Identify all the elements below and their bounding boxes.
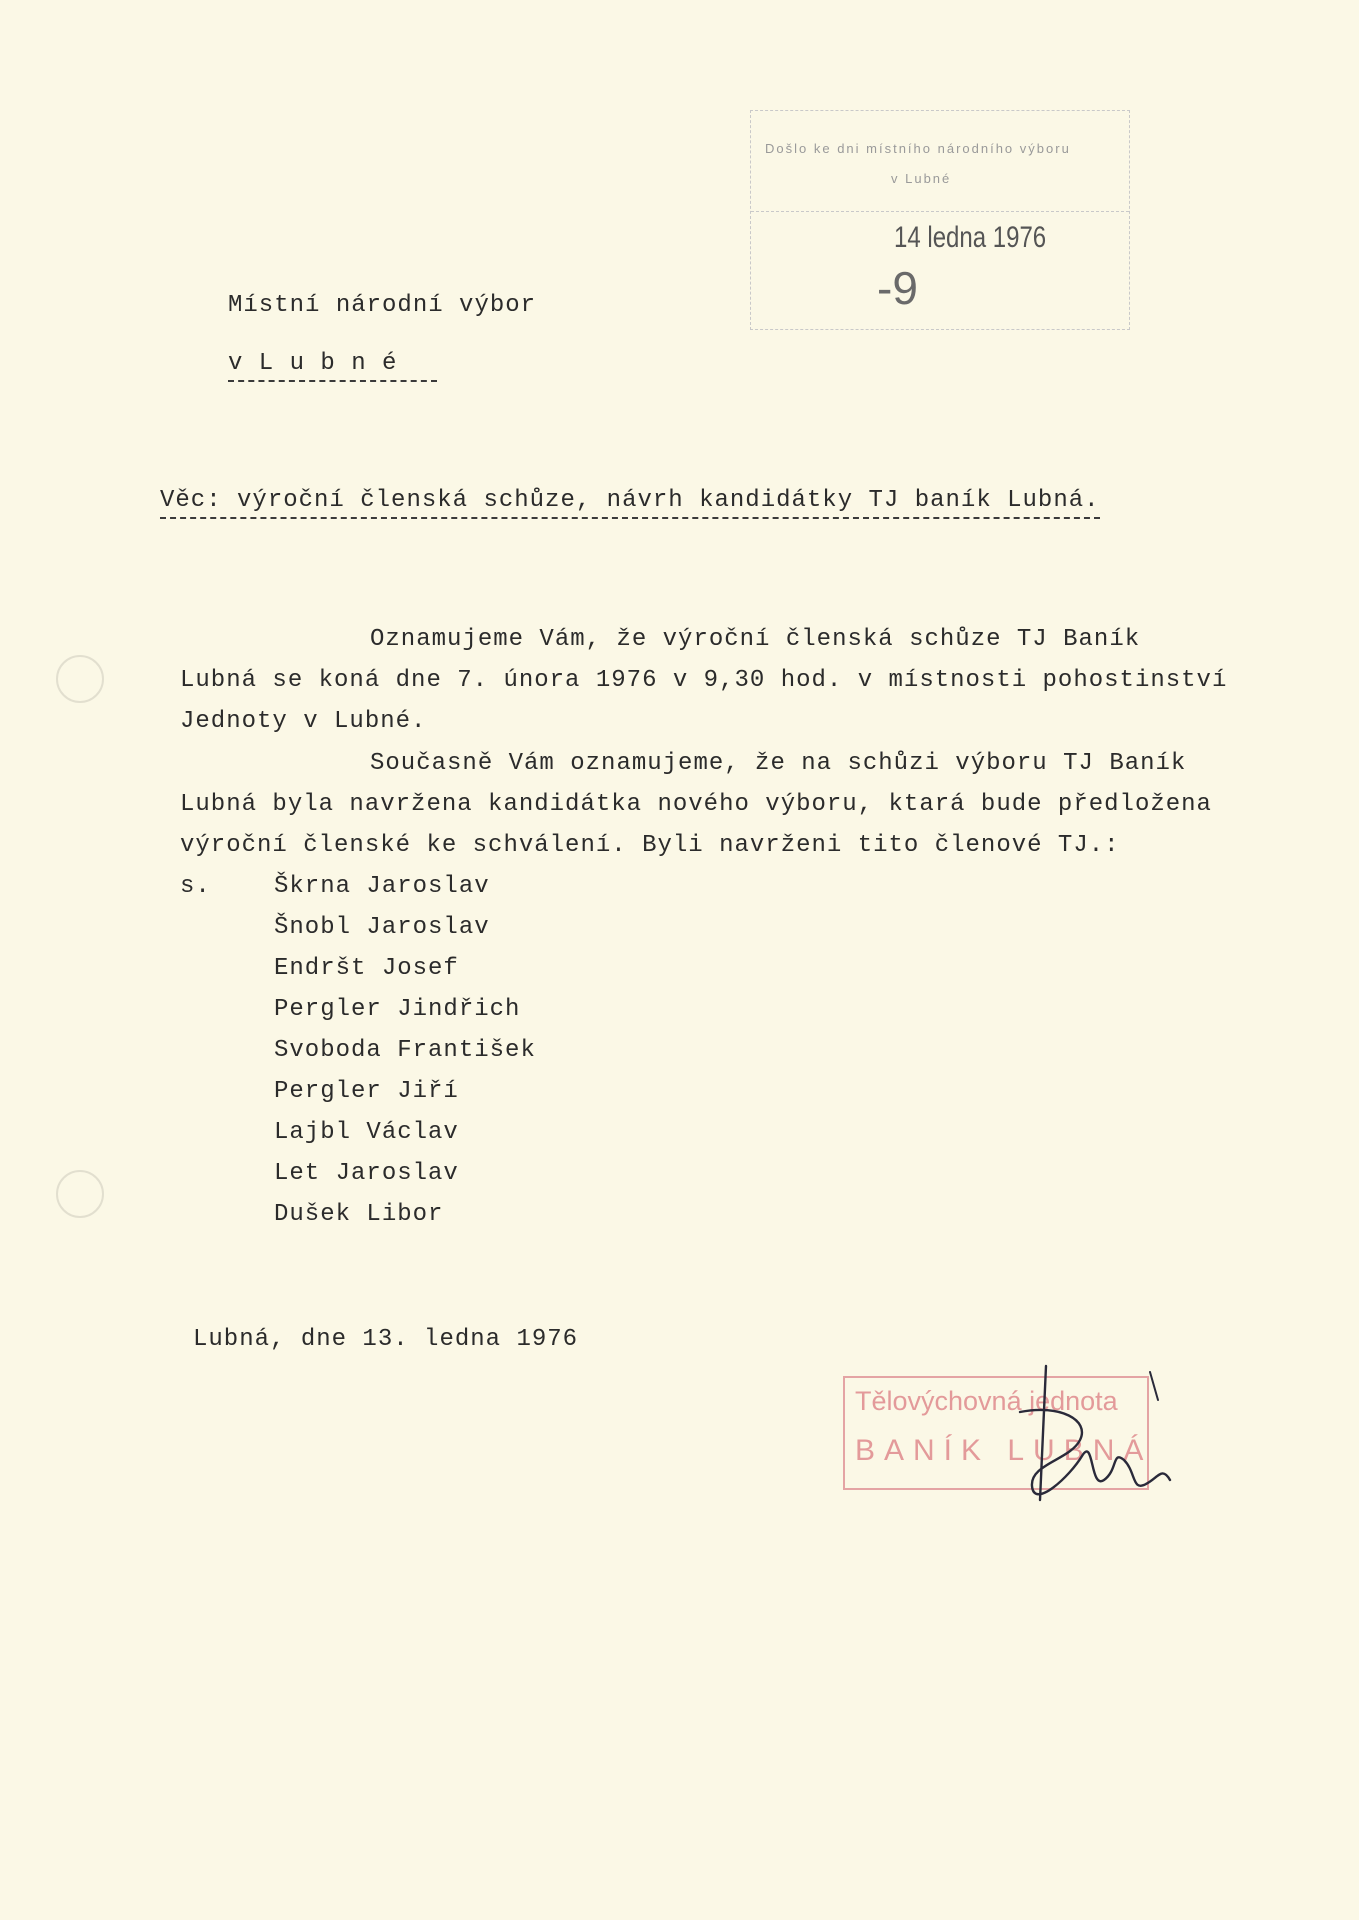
recipient-line-2: v L u b n é: [228, 350, 437, 382]
member-item: Lajbl Václav: [274, 1119, 459, 1146]
received-stamp-place: v Lubné: [891, 171, 952, 186]
punch-hole-top: [56, 655, 104, 703]
subject-line: Věc: výroční členská schůze, návrh kandidátky TJ baník Lubná.: [160, 487, 1100, 519]
body-p2-line-2: Lubná byla navržena kandidátka nového výboru, ktará bude předložena: [180, 791, 1212, 818]
member-item: Endršt Josef: [274, 955, 459, 982]
received-stamp-office: Došlo ke dni místního národního výboru: [765, 141, 1071, 156]
member-item: Let Jaroslav: [274, 1160, 459, 1187]
body-p1-line-2: Lubná se koná dne 7. února 1976 v 9,30 hod. v místnosti pohostinství: [180, 667, 1228, 694]
member-item: Šnobl Jaroslav: [274, 914, 490, 941]
organization-stamp-line-1: Tělovýchovná jednota: [855, 1386, 1118, 1416]
member-item: Škrna Jaroslav: [274, 873, 490, 900]
received-stamp: [750, 110, 1130, 330]
body-p1-line-3: Jednoty v Lubné.: [180, 708, 427, 735]
received-stamp-date: 14 ledna 1976: [894, 221, 1047, 254]
punch-hole-bottom: [56, 1170, 104, 1218]
members-prefix: s.: [180, 873, 211, 900]
place-date: Lubná, dne 13. ledna 1976: [193, 1326, 579, 1353]
body-p2-line-3: výroční členské ke schválení. Byli navrženi tito členové TJ.:: [180, 832, 1120, 859]
member-item: Svoboda František: [274, 1037, 536, 1064]
member-item: Pergler Jindřich: [274, 996, 521, 1023]
member-item: Dušek Libor: [274, 1201, 444, 1228]
member-item: Pergler Jiří: [274, 1078, 459, 1105]
body-p2-line-1: Současně Vám oznamujeme, že na schůzi výboru TJ Baník: [370, 750, 1187, 777]
signature: [1000, 1360, 1180, 1530]
received-stamp-number: -9: [877, 262, 918, 314]
body-p1-line-1: Oznamujeme Vám, že výroční členská schůze TJ Baník: [370, 626, 1141, 653]
recipient-line-1: Místní národní výbor: [228, 292, 537, 319]
organization-stamp-line-2: BANÍK LUBNÁ: [855, 1434, 1153, 1467]
received-stamp-divider: [751, 211, 1129, 212]
